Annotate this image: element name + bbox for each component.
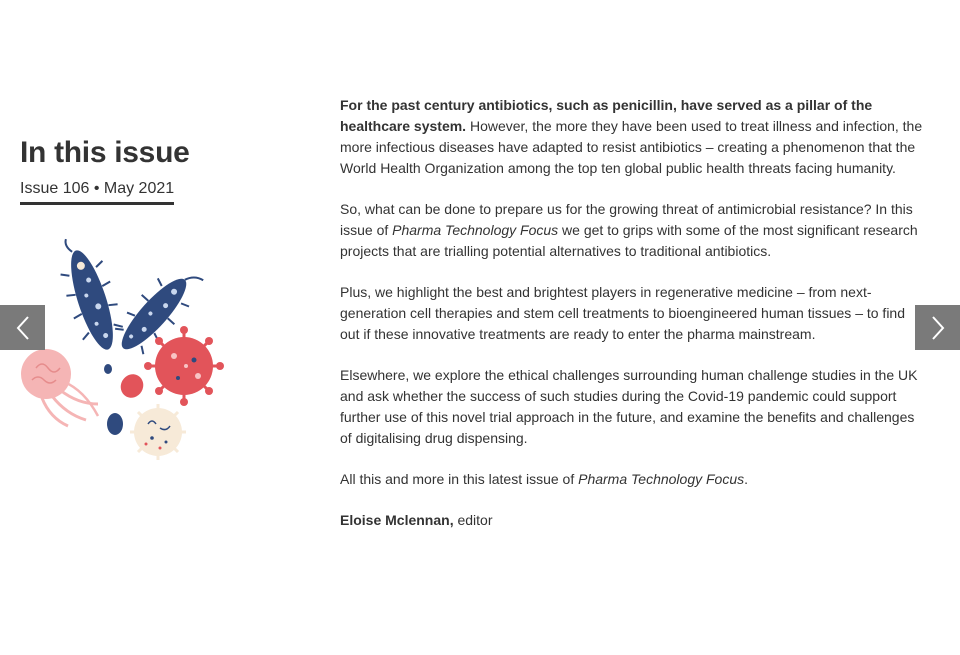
paragraph-intro	[340, 95, 925, 179]
publication-name: Pharma Technology Focus	[578, 471, 745, 487]
paragraph-ethics: Elsewhere, we explore the ethical challenges surrounding human challenge studies in the UK and ask whether the success of such studies during the Covid-19 pandemic could support further use of this novel trial approach in the future, and examine the benefits and challenges of digitalising drug dispensing.	[340, 367, 918, 446]
paragraph-regenerative: Plus, we highlight the best and brightest players in regenerative medicine – from next-generation cell therapies and stem cell treatments to bioengineered human tissues – to find out if these innovative treatments are ready to enter the pharma mainstream.	[340, 284, 906, 342]
pink-microbe-icon	[21, 349, 98, 426]
signature	[340, 510, 925, 531]
intro-text: However, the more they have been used to treat illness and infection, the more infectious diseases have adapted to resist antibiotics – creating a phenomenon that the World Health Organization among the top ten global public health threats facing humanity.	[340, 118, 923, 176]
microbes-illustration-icon	[18, 232, 224, 468]
editor-name: Eloise Mclennan,	[340, 512, 454, 528]
publication-name: Pharma Technology Focus	[392, 222, 559, 238]
sidebar	[20, 134, 280, 205]
editorial-text	[340, 95, 925, 551]
red-blob-icon	[116, 370, 147, 402]
next-page-button[interactable]	[915, 305, 960, 350]
paragraph-research: So, what can be done to prepare us for the growing threat of antimicrobial resistance? In this issue of Pharma Technology Focus we get to grips with some of the most significant research projects that are trialling potential alternatives to traditional antibiotics.	[340, 201, 918, 259]
paragraph-closing: All this and more in this latest issue of Pharma Technology Focus.	[340, 471, 749, 487]
editor-role: editor	[453, 512, 493, 528]
issue-info: Issue 106 • May 2021	[20, 180, 174, 205]
chevron-left-icon	[14, 315, 32, 341]
page-title: In this issue	[20, 136, 190, 169]
blue-dot-icon	[104, 364, 112, 374]
lead-sentence: For the past century antibiotics, such as penicillin, have served as a pillar of the healthcare system.	[340, 97, 873, 134]
blue-bacterium-icon	[50, 232, 130, 357]
cream-microbe-icon	[130, 404, 186, 460]
previous-page-button[interactable]	[0, 305, 45, 350]
blue-blob-icon	[107, 413, 123, 435]
chevron-right-icon	[929, 315, 947, 341]
